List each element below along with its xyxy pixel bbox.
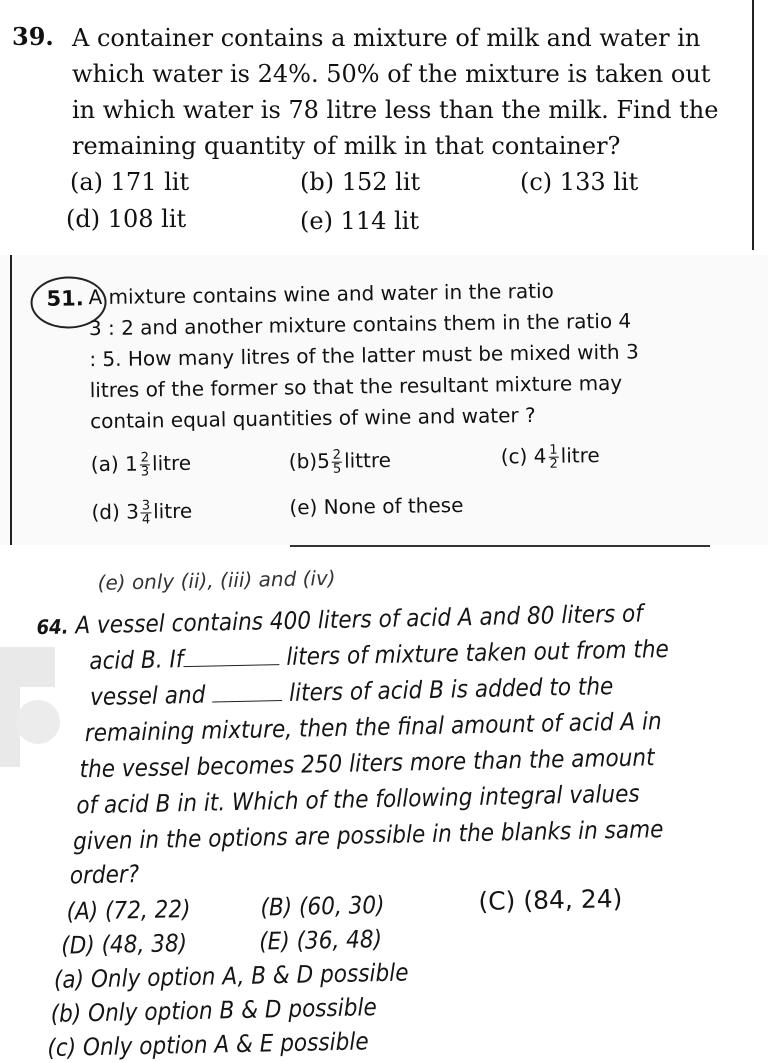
choice-c: (C) (84, 24): [478, 883, 623, 916]
choice-a: (A) (72, 22): [66, 894, 191, 926]
fraction: [548, 444, 559, 471]
option-unit: littre: [343, 447, 392, 473]
question-text: liters of acid B is added to the: [288, 672, 614, 707]
question-line: contain equal quantities of wine and water ?: [90, 402, 536, 434]
option-unit: litre: [560, 443, 600, 468]
question-line: 3 : 2 and another mixture contains them in the ratio 4: [88, 308, 632, 341]
question-line: remaining quantity of milk in that container?: [72, 132, 621, 160]
question-line: A container contains a mixture of milk and water in: [72, 24, 701, 52]
answer-option-c: (c) Only option A & E possible: [47, 1027, 369, 1063]
question-number: 39.: [12, 22, 54, 51]
fraction-denominator: 3: [140, 464, 150, 480]
question-line: [36, 599, 643, 640]
option-c: [501, 443, 600, 471]
fraction: [140, 451, 151, 478]
option-e: (e) 114 lit: [300, 207, 419, 235]
choice-e: (E) (36, 48): [258, 924, 383, 956]
option-label: (a) 1: [90, 451, 138, 477]
question-number: 51.: [46, 286, 84, 311]
fraction-denominator: 4: [141, 512, 151, 528]
option-b: [289, 448, 392, 476]
question-text: liters of mixture taken out from the: [285, 634, 670, 671]
question-line: order?: [69, 860, 140, 890]
option-d: (d) 108 lit: [66, 205, 187, 233]
question-text: [88, 274, 690, 437]
column-divider: [752, 0, 754, 250]
question-line: remaining mixture, then the final amount of acid A in: [84, 707, 662, 748]
answer-option-a: (a) Only option A, B & D possible: [53, 958, 409, 994]
question-line: in which water is 78 litre less than the milk. Find the: [72, 96, 719, 124]
question-line: [90, 672, 614, 711]
question-line: given in the options are possible in the blanks in same: [72, 815, 664, 856]
fraction-numerator: 1: [549, 442, 558, 458]
column-divider: [10, 255, 12, 545]
question-number: 64.: [36, 614, 69, 640]
fraction-denominator: 5: [332, 461, 342, 477]
question-39: [0, 0, 768, 250]
question-line: the vessel becomes 250 liters more than the amount: [79, 743, 655, 784]
fraction-numerator: 3: [141, 498, 151, 514]
question-body: [0, 539, 773, 1063]
option-c: (c) 133 lit: [520, 168, 639, 196]
question-text: acid B. If: [89, 645, 184, 676]
question-text: A vessel contains 400 liters of acid A and 80 liters of: [74, 599, 644, 640]
fraction-numerator: 2: [332, 447, 342, 463]
option-label: (d) 3: [91, 499, 140, 525]
option-e: (e) None of these: [289, 492, 464, 520]
answer-blank: [212, 680, 282, 702]
option-unit: litre: [152, 498, 193, 524]
fraction-numerator: 2: [140, 450, 150, 466]
choice-d: (D) (48, 38): [60, 929, 188, 960]
answer-option-b: (b) Only option B & D possible: [50, 993, 378, 1028]
question-line: A mixture contains wine and water in the ratio: [88, 278, 554, 310]
question-64: [0, 547, 768, 1063]
option-label: (b)5: [288, 448, 330, 474]
question-body: [30, 254, 690, 528]
question-line: : 5. How many litres of the latter must be mixed with 3: [89, 339, 639, 372]
previous-question-option: (e) only (ii), (iii) and (iv): [97, 565, 336, 595]
question-text: vessel and: [89, 680, 206, 712]
option-unit: litre: [151, 450, 192, 476]
option-label: (c) 4: [500, 443, 547, 469]
fraction-denominator: 2: [549, 456, 558, 472]
fraction: [332, 449, 343, 476]
question-51: [0, 255, 768, 545]
fraction: [141, 499, 152, 526]
option-d: [91, 499, 192, 527]
question-line: of acid B in it. Which of the following integral values: [76, 779, 640, 820]
question-line: which water is 24%. 50% of the mixture is taken out: [72, 60, 711, 88]
question-line: [89, 635, 669, 675]
option-b: (b) 152 lit: [300, 168, 421, 196]
option-a: (a) 171 lit: [70, 168, 190, 196]
choice-b: (B) (60, 30): [260, 890, 385, 922]
question-line: litres of the former so that the resultant mixture may: [89, 370, 623, 403]
answer-blank: [183, 644, 279, 667]
option-a: [91, 451, 192, 479]
question-text: [72, 20, 752, 164]
